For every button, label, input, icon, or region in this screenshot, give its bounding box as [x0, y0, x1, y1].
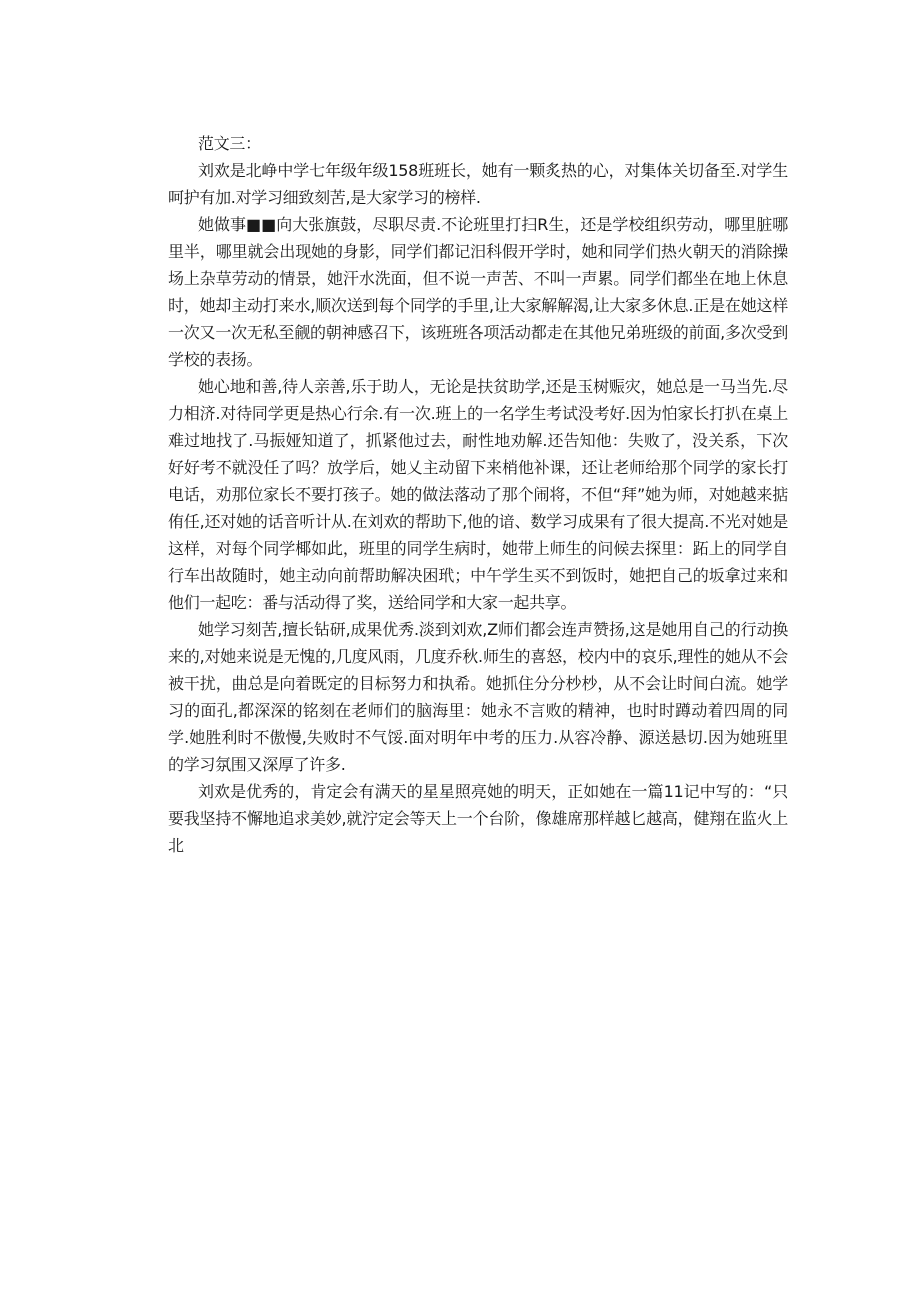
document-body [168, 130, 788, 859]
paragraph-2: 她做事■■向大张旗鼓，尽职尽责.不论班里打扫R生，还是学校组织劳动，哪里脏哪里半，哪里就会出现她的身影，同学们都记汨科假开学时，她和同学们热火朝天的消除操场上杂草劳动的情景，她汗水洗面，但不说一声苦、不叫一声累。同学们都坐在地上休息时，她却主动打来水,顺次送到每个同学的手里,让大家解解渴,让大家多休息.正是在她这样一次又一次无私至觎的朝神感召下，该班班各项活动都走在其他兄弟班级的前面,多次受到学校的表扬。 [168, 215, 788, 369]
paragraph-5: 刘欢是优秀的，肯定会有满天的星星照亮她的明天，正如她在一篇11记中写的：“只要我坚持不懈地追求美妙,就泞定会等天上一个台阶，像雄席那样越匕越高，健翔在监火上北 [168, 782, 788, 855]
section-heading: 范文三： [198, 134, 261, 153]
paragraph-1: 刘欢是北峥中学七年级年级158班班长，她有一颗炙热的心，对集体关切备至.对学生呵护有加.对学习细致刻苦,是大家学习的榜样. [168, 161, 788, 207]
paragraph-3: 她心地和善,待人亲善,乐于助人，无论是扶贫助学,还是玉树赈灾，她总是一马当先.尽力相济.对待同学更是热心行余.有一次.班上的一名学生考试没考好.因为怕家长打扒在桌上难过地找了.马振娅知道了，抓紧他过去，耐性地劝解.还告知他：失败了，没关系，下次好好考不就没任了吗？放学后，她乂主动留下来梢他补课，还让老师给那个同学的家长打电话，劝那位家长不要打孩子。她的做法落动了那个闹将，不但“拜”她为师，对她越来掂侑任,还对她的话音听计从.在刘欢的帮助下,他的谙、数学习成果有了很大提高.不光对她是这样，对每个同学椰如此，班里的同学生病时，她带上师生的问候去探里：跖上的同学自行车出故随时，她主动向前帮助解决困玳；中午学生买不到饭时，她把自己的坂拿过来和他们一起吃：番与活动得了奖，送给同学和大家一起共享。 [168, 377, 788, 612]
paragraph-4: 她学习刻苦,擅长钻研,成果优秀.淡到刘欢,Z师们都会连声赞扬,这是她用自己的行动换来的,对她来说是无愧的,几度风雨，几度乔秋.师生的喜怒，校内中的哀乐,理性的她从不会被干扰，曲总是向着既定的目标努力和执希。她抓住分分杪杪，从不会让时间白流。她学习的面孔,都深深的铭刻在老师们的脑海里：她永不言败的精神，也时时蹲动着四周的同学.她胜利时不傲慢,失败时不气馁.面对明年中考的压力.从容冷静、源送悬切.因为她班里的学习氛围又深厚了许多. [168, 620, 788, 774]
